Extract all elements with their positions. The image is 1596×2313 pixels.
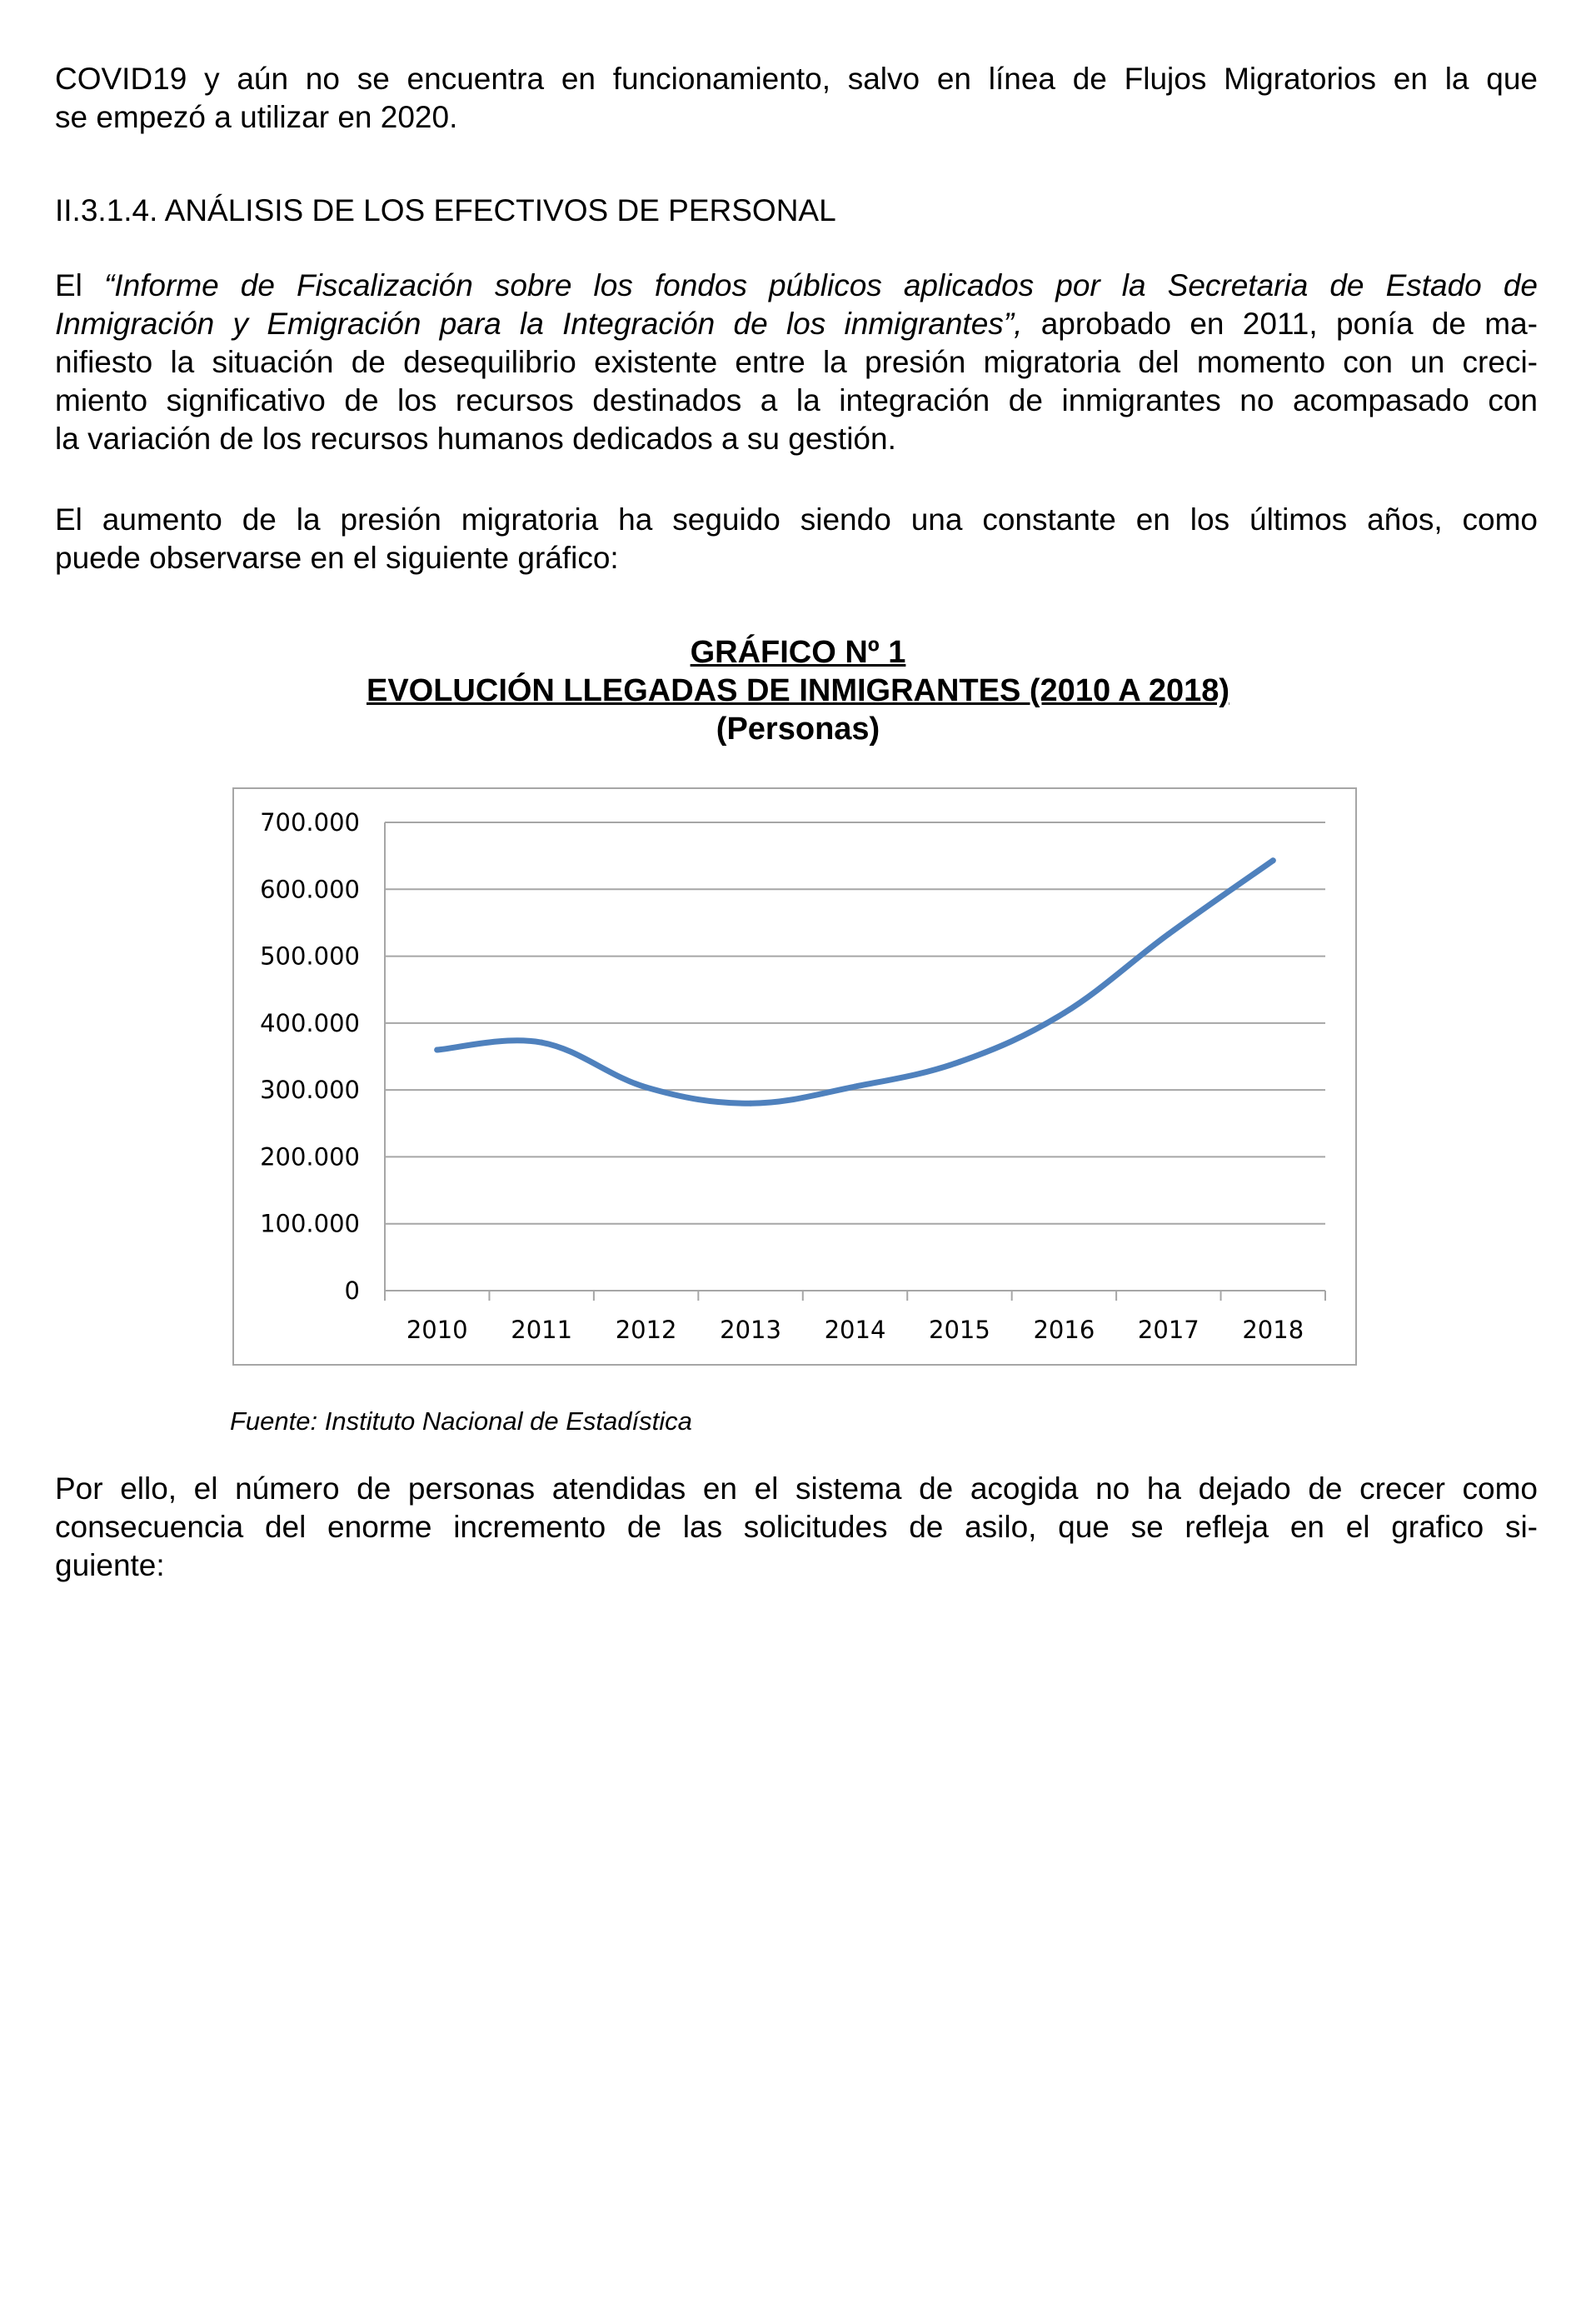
paragraph-line: se empezó a utilizar en 2020. — [55, 100, 458, 134]
data-point-2018 — [1270, 857, 1276, 863]
section-heading: II.3.1.4. ANÁLISIS DE LOS EFECTIVOS DE PERSONAL — [55, 193, 836, 227]
y-tick-label: 0 — [344, 1276, 360, 1305]
y-tick-label: 500.000 — [260, 942, 360, 971]
x-tick-label: 2012 — [615, 1316, 677, 1344]
y-tick-label: 700.000 — [260, 808, 360, 837]
chart-source: Fuente: Instituto Nacional de Estadística — [230, 1406, 692, 1436]
paragraph-informe — [55, 267, 1538, 458]
paragraph-line: Por ello, el número de personas atendidas en el sistema de acogida no ha dejado de crecer como — [55, 1471, 1538, 1506]
chart-units: (Personas) — [716, 712, 880, 747]
report-title-italic: Inmigración y Emigración para la Integración de los inmigrantes”, — [55, 307, 1023, 341]
chart-number-text: GRÁFICO Nº 1 — [690, 635, 906, 670]
data-point-2014 — [852, 1084, 858, 1090]
data-point-2011 — [539, 1040, 545, 1046]
paragraph-acogida — [55, 1470, 1538, 1585]
data-point-2012 — [643, 1084, 649, 1090]
data-point-2013 — [748, 1101, 754, 1107]
paragraph-line: puede observarse en el siguiente gráfico: — [55, 541, 619, 575]
chart-frame — [232, 787, 1357, 1366]
paragraph-line: COVID19 y aún no se encuentra en funcionamiento, salvo en línea de Flujos Migratorios en la que — [55, 62, 1538, 96]
paragraph-line: nifiesto la situación de desequilibrio existente entre la presión migratoria del momento con un creci- — [55, 345, 1538, 379]
x-tick-label: 2015 — [929, 1316, 990, 1344]
x-tick-label: 2017 — [1137, 1316, 1199, 1344]
paragraph-line: consecuencia del enorme incremento de las solicitudes de asilo, que se refleja en el grafico si- — [55, 1510, 1538, 1544]
data-point-2017 — [1165, 932, 1171, 937]
y-tick-label: 400.000 — [260, 1008, 360, 1037]
line-chart — [234, 789, 1355, 1364]
text-run: El — [55, 268, 104, 302]
data-point-2015 — [956, 1059, 962, 1065]
y-tick-label: 600.000 — [260, 875, 360, 904]
chart-number — [0, 633, 1596, 672]
paragraph-line: la variación de los recursos humanos dedicados a su gestión. — [55, 422, 896, 456]
paragraph-line: guiente: — [55, 1548, 165, 1582]
y-tick-label: 300.000 — [260, 1076, 360, 1105]
paragraph-covid — [55, 60, 1538, 137]
report-title-italic: “Informe de Fiscalización sobre los fondos públicos aplicados por la Secretaria de Estado de — [103, 268, 1538, 302]
y-tick-label: 100.000 — [260, 1209, 360, 1238]
paragraph-line — [55, 305, 1538, 343]
x-tick-label: 2011 — [511, 1316, 573, 1344]
x-tick-label: 2014 — [824, 1316, 886, 1344]
chart-title-text: EVOLUCIÓN LLEGADAS DE INMIGRANTES (2010 A 2018) — [366, 673, 1230, 708]
x-tick-label: 2010 — [406, 1316, 468, 1344]
text-run: aprobado en 2011, ponía de ma- — [1022, 307, 1538, 341]
y-tick-label: 200.000 — [260, 1142, 360, 1171]
x-tick-label: 2013 — [720, 1316, 781, 1344]
series-line — [437, 861, 1274, 1103]
paragraph-line: miento significativo de los recursos destinados a la integración de inmigrantes no acompasado con — [55, 383, 1538, 417]
x-tick-label: 2018 — [1242, 1316, 1304, 1344]
paragraph-line — [55, 267, 1538, 305]
chart-title — [0, 672, 1596, 710]
x-tick-label: 2016 — [1033, 1316, 1095, 1344]
paragraph-presion — [55, 501, 1538, 577]
paragraph-line: El aumento de la presión migratoria ha seguido siendo una constante en los últimos años, como — [55, 502, 1538, 537]
data-point-2010 — [434, 1047, 440, 1052]
data-point-2016 — [1061, 1010, 1067, 1016]
